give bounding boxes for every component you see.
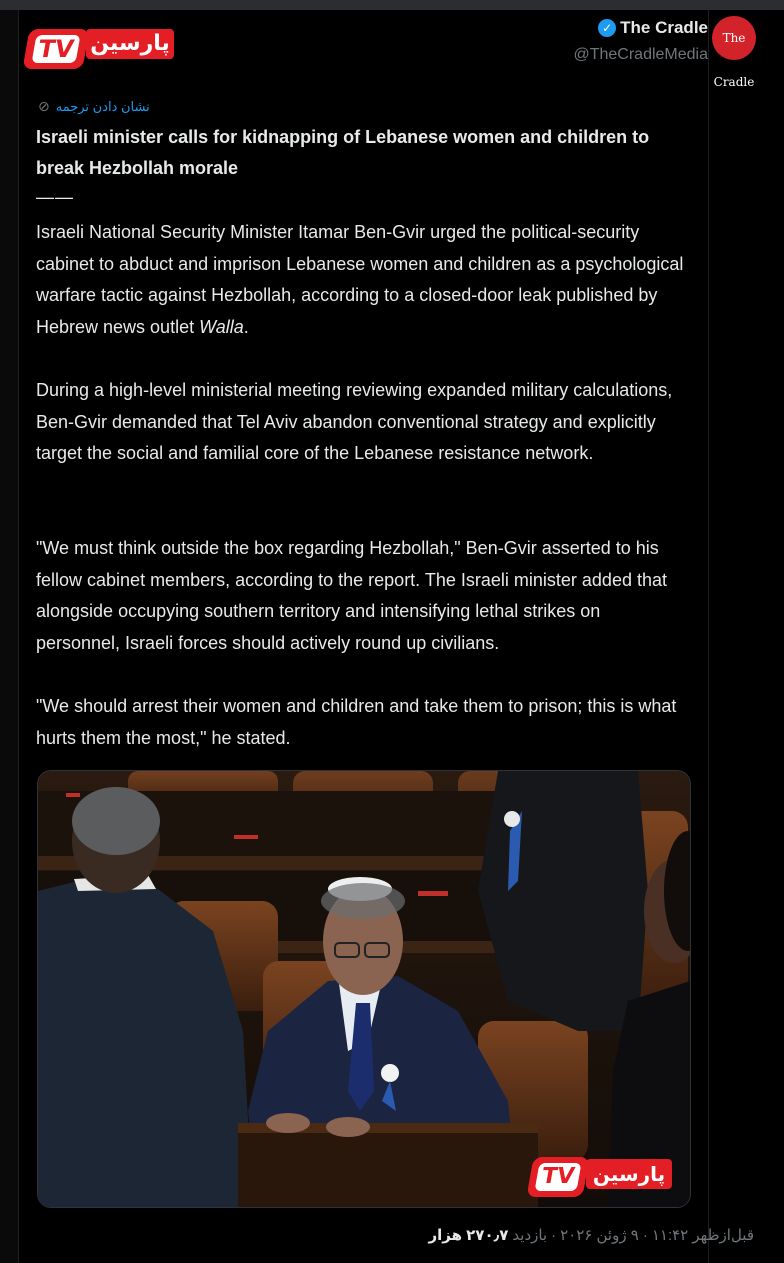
post-paragraph-2: During a high-level ministerial meeting reviewing expanded military calculations, Ben-Gvir demanded that Tel Aviv abandon conventional strategy and explicitly target the social and familial core of the Lebanese resistance network.	[36, 380, 673, 463]
author-handle[interactable]: @TheCradleMedia	[573, 46, 708, 63]
window-top-bar	[0, 0, 784, 10]
photo-parsin-logo	[528, 1155, 678, 1199]
right-column	[708, 10, 784, 1263]
post-paragraph-3: "We must think outside the box regarding Hezbollah," Ben-Gvir asserted to his fellow cabinet members, according to the report. The Israeli minister added that alongside occupying southern territory and intensifying lethal strikes on personnel, Israeli forces should actively round up civilians.	[36, 538, 667, 653]
post-time[interactable]: قبل‌ازظهر ۱۱:۴۲	[651, 1227, 754, 1244]
parsin-tv-badge: TV	[22, 29, 89, 69]
show-translation-label[interactable]: نشان دادن ترجمه	[55, 98, 150, 114]
post-separator: ——	[36, 187, 74, 207]
post-meta	[428, 1226, 754, 1244]
meta-dot: ·	[551, 1226, 557, 1244]
photo-parsin-tv-badge: TV	[526, 1157, 589, 1197]
translate-icon: ⊘	[38, 98, 50, 114]
meta-dot: ·	[642, 1226, 648, 1244]
author-avatar[interactable]: The Cradle	[712, 16, 756, 60]
verified-badge-icon: ✓	[598, 19, 616, 37]
views-count: ۲۷۰٫۷ هزار	[428, 1227, 509, 1244]
photo-illustration	[38, 771, 690, 1207]
parsin-logo	[26, 25, 174, 71]
post-headline: Israeli minister calls for kidnapping of Lebanese women and children to break Hezbollah morale	[36, 127, 650, 178]
left-column	[0, 10, 19, 1263]
paragraph-1-end: .	[243, 316, 249, 337]
post-paragraph-4: "We should arrest their women and children and take them to prison; this is what hurts them the most," he stated.	[36, 696, 677, 748]
post-date[interactable]: ۹ ژوئن ۲۰۲۶	[560, 1227, 639, 1244]
paragraph-1-text: Israeli National Security Minister Itamar Ben-Gvir urged the political-security cabinet to abduct and imprison Lebanese women and children as a psychological warfare tactic against Hezbollah, according to a closed-door leak published by Hebrew news outlet	[36, 222, 684, 337]
views-label: بازدید	[512, 1227, 548, 1244]
post-paragraph-1	[36, 217, 686, 343]
author-name[interactable]: The Cradle	[620, 18, 708, 37]
parsin-logo-text: پارسین	[86, 29, 174, 59]
show-translation-link[interactable]	[38, 98, 150, 115]
outlet-name: Walla	[199, 316, 244, 337]
author-name-row[interactable]	[598, 18, 708, 38]
author-block[interactable]	[516, 14, 756, 89]
post-photo[interactable]	[37, 770, 691, 1208]
photo-parsin-logo-text: پارسین	[586, 1159, 672, 1189]
